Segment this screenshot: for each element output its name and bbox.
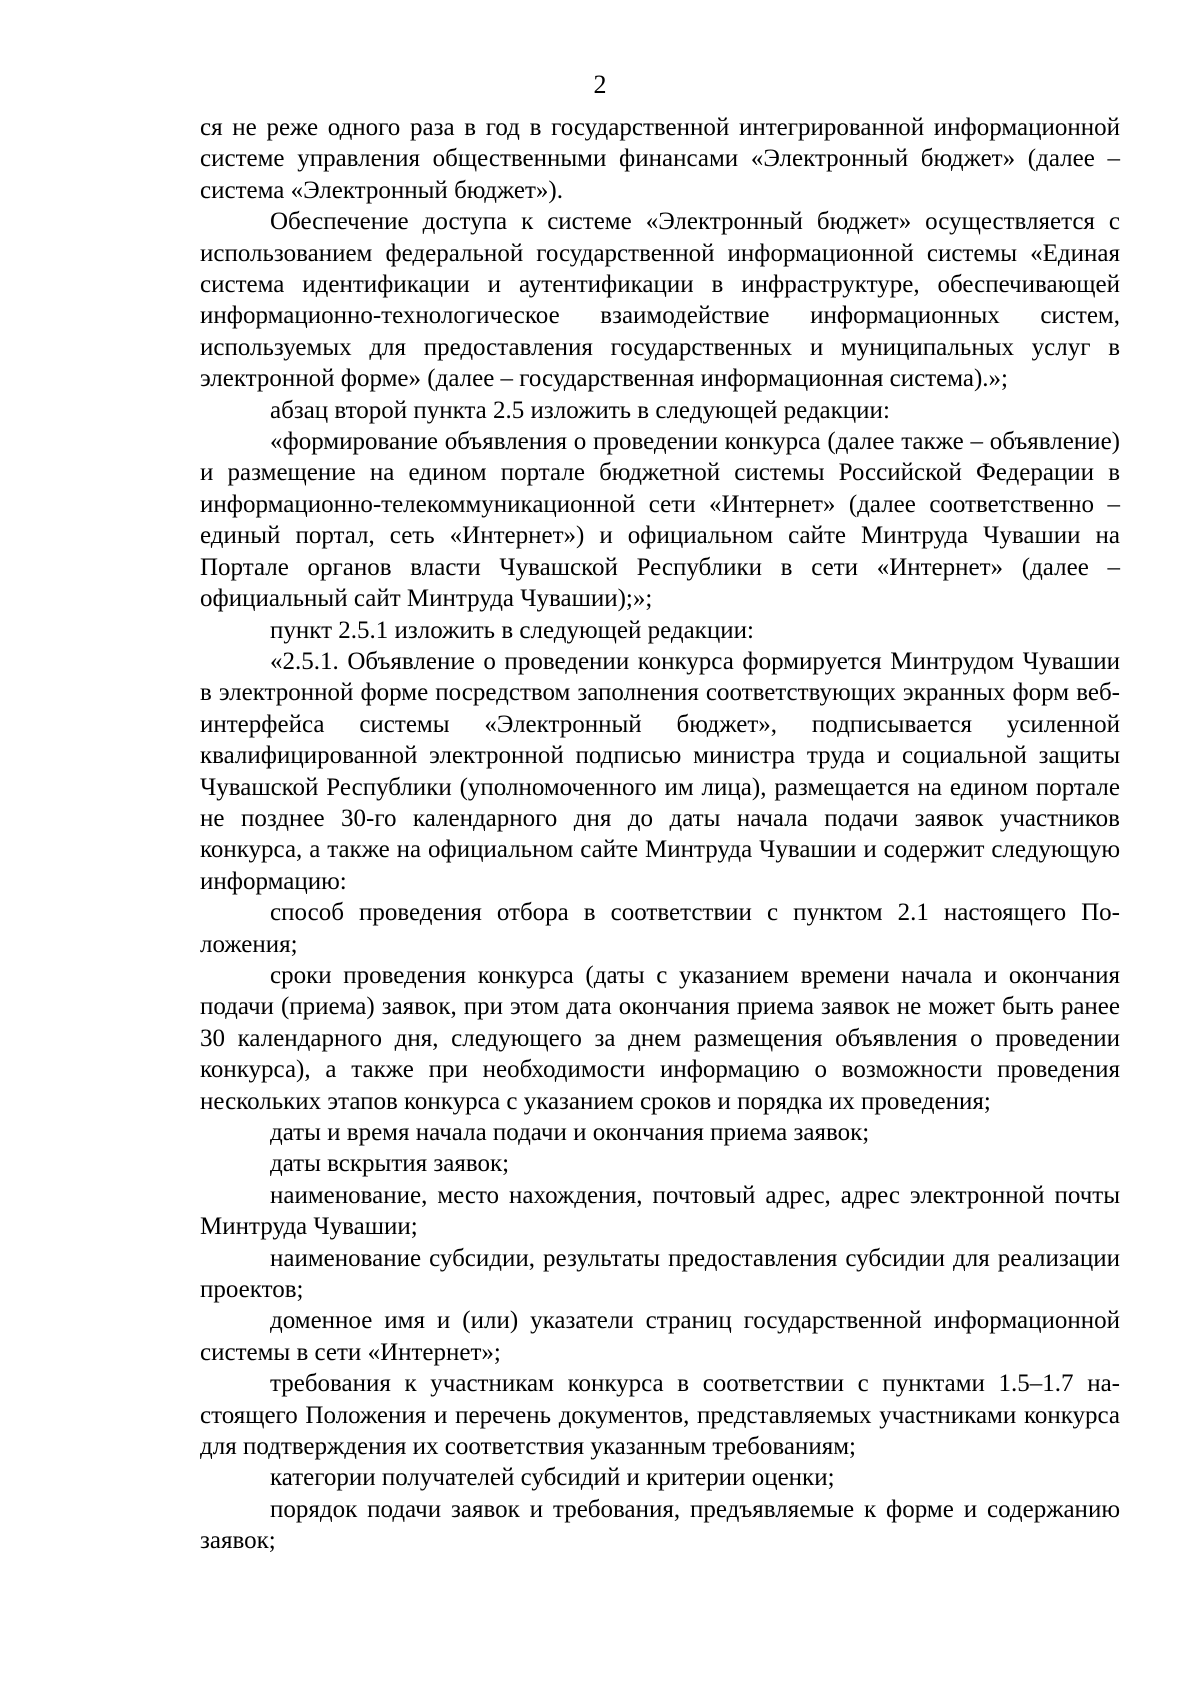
paragraph-continuation: ся не реже одного раза в год в государственной интегрированной информационной системе управления общественными финансами «Электронный бюджет» (далее – система «Электронный бюджет»).: [200, 114, 1120, 204]
paragraph-announcement-formation: «формирование объявления о проведении конкурса (далее также – объявление) и размещение на едином портале бюджетной системы Российской Федерации в информационно-телекоммуникационной сети «Интернет» (далее соответственно – единый портал, сеть «Интернет») и официальном сайте Минтруда Чувашии на Портале органов власти Чувашской Республики в сети «Интернет» (далее – официальный сайт Минтруда Чувашии);»;: [200, 428, 1120, 613]
list-item-domain-name: доменное имя и (или) указатели страниц государственной информационной системы в сети «Интернет»;: [200, 1307, 1120, 1366]
list-item-selection-method: способ проведения отбора в соответствии с пунктом 2.1 настоящего Положения;: [200, 899, 1120, 958]
paragraph-access-provision: Обеспечение доступа к системе «Электронный бюджет» осуществляется с использованием федеральной государственной информационной системы «Единая система идентификации и аутентификации в инфраструктуре, обеспечивающей информационно-технологическое взаимодействие информационных систем, используемых для предоставления государственных и муниципальных услуг в электронной форме» (далее – государственная информационная система).»;: [200, 208, 1120, 393]
page-number: 2: [593, 70, 607, 99]
list-item-contest-dates: сроки проведения конкурса (даты с указанием времени начала и окончания подачи (приема) заявок, при этом дата окончания приема заявок не может быть ранее 30 календарного дня, следующего за днем размещения объявления о проведении конкурса), а также при необходимости информацию о возможности проведения нескольких этапов конкурса с указанием сроков и порядка их проведения;: [200, 961, 1120, 1115]
list-item-opening-dates: даты вскрытия заявок;: [270, 1150, 510, 1178]
list-item-contact-info: наименование, место нахождения, почтовый адрес, адрес электронной почты Минтруда Чувашии;: [200, 1181, 1120, 1241]
list-item-submission-procedure: порядок подачи заявок и требования, предъявляемые к форме и содержанию заявок;: [200, 1495, 1120, 1555]
list-item-submission-times: даты и время начала подачи и окончания приема заявок;: [270, 1119, 870, 1146]
document-body: [200, 112, 1120, 1557]
list-item-recipient-categories: категории получателей субсидий и критерии оценки;: [270, 1464, 835, 1492]
list-item-participant-requirements: требования к участникам конкурса в соответствии с пунктами 1.5–1.7 настоящего Положения и перечень документов, представляемых участниками конкурса для подтверждения их соответствия указанным требованиям;: [200, 1370, 1120, 1461]
paragraph-amend-2-5: абзац второй пункта 2.5 изложить в следующей редакции:: [270, 396, 890, 424]
paragraph-2-5-1-text: «2.5.1. Объявление о проведении конкурса формируется Минтрудом Чувашии в электронной форме посредством заполнения соответствующих экранных форм веб-интерфейса системы «Электронный бюджет», подписывается усиленной квалифицированной электронной подписью министра труда и социальной защиты Чувашской Республики (уполномоченного им лица), размещается на едином портале не позднее 30-го календарного дня до даты начала подачи заявок участников конкурса, а также на официальном сайте Минтруда Чувашии и содержит следующую информацию:: [200, 647, 1120, 895]
list-item-subsidy-name: наименование субсидии, результаты предоставления субсидии для реализации проектов;: [200, 1244, 1120, 1304]
paragraph-amend-2-5-1: пункт 2.5.1 изложить в следующей редакции:: [270, 616, 754, 644]
